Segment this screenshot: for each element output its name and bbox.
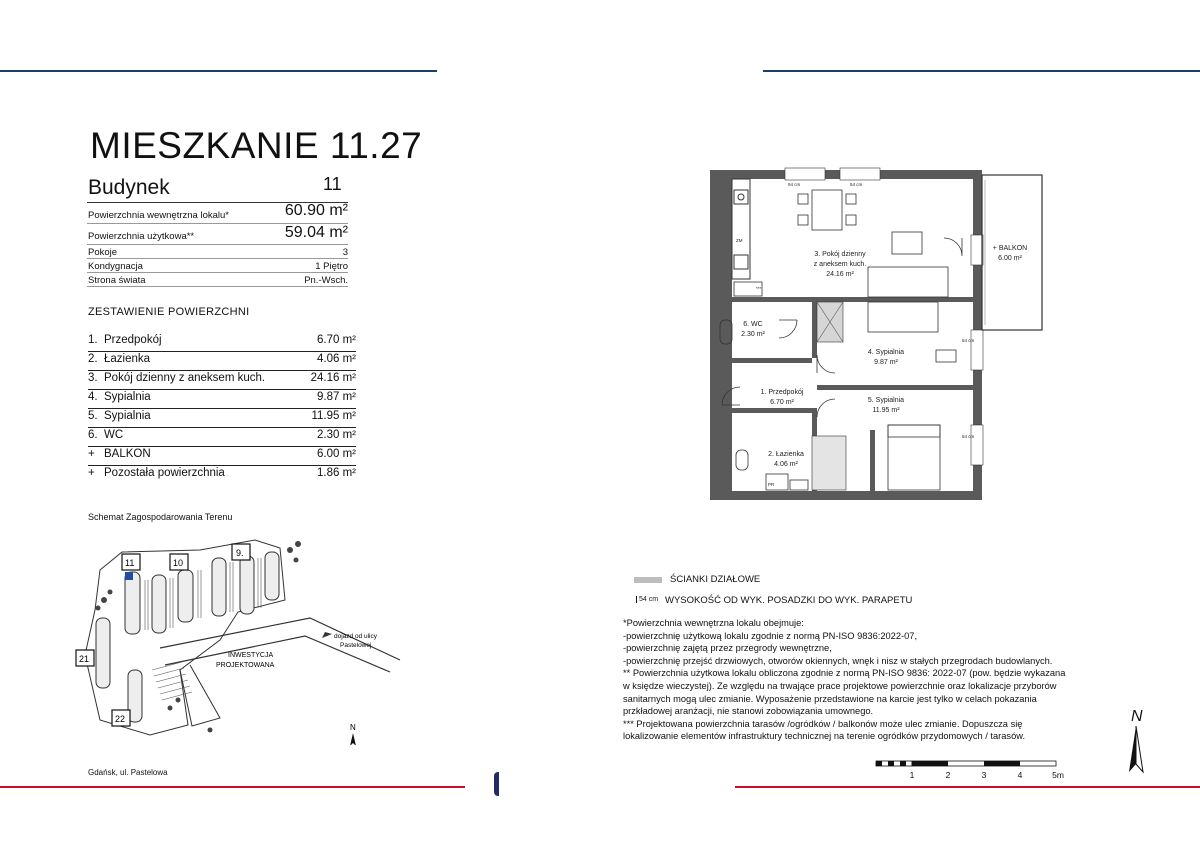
- north-arrow-icon: [1126, 726, 1146, 774]
- spec-divider: [87, 286, 348, 287]
- spec-label-orientation: Strona świata: [88, 275, 146, 286]
- partition-legend: ŚCIANKI DZIAŁOWE: [670, 574, 761, 585]
- building-22-label: 22: [115, 714, 126, 724]
- building-11-label: 11: [125, 558, 135, 568]
- building-9-label: 9.: [236, 548, 244, 558]
- room-divider: [88, 465, 356, 466]
- building-value: 11: [323, 174, 342, 194]
- top-rule-left: [0, 70, 437, 72]
- room-area: 6.70 m²: [317, 334, 356, 346]
- room-name: Pokój dzienny z aneksem kuch.: [104, 372, 266, 384]
- site-north-label: N: [350, 723, 356, 732]
- room-name: WC: [104, 429, 124, 441]
- room-divider: [88, 389, 356, 390]
- note-line: -powierzchnię zajętą przez przegrody wewnętrzne,: [623, 643, 832, 654]
- spec-label-internal-area: Powierzchnia wewnętrzna lokalu*: [88, 210, 229, 221]
- balcony-area: 6.00 m²: [998, 255, 1022, 262]
- room-area: 11.95 m²: [311, 410, 356, 422]
- scale-bar: [872, 757, 1072, 783]
- top-rule-right: [763, 70, 1200, 72]
- room-row: [88, 410, 356, 428]
- sill-tag-1: 94 cm: [788, 182, 801, 187]
- floor-plan: [700, 160, 1060, 510]
- room-name: Pozostała powierzchnia: [104, 467, 225, 479]
- room-num: 1.: [88, 334, 98, 346]
- vent-tag: ***: [756, 286, 762, 291]
- room-row: [88, 467, 356, 485]
- room-row: [88, 353, 356, 371]
- spec-value-rooms: 3: [342, 247, 348, 258]
- sill-tag-r1: 54 cm: [962, 338, 975, 343]
- hall-area: 6.70 m²: [770, 399, 794, 406]
- room-num: 2.: [88, 353, 98, 365]
- bedroom4-area: 9.87 m²: [874, 359, 898, 366]
- bedroom5-label: 5. Sypialnia: [867, 397, 905, 404]
- bathroom-area: 4.06 m²: [774, 461, 798, 468]
- room-num: 4.: [88, 391, 98, 403]
- living-room-label-2: z aneksem kuch.: [813, 261, 867, 268]
- note-line: przkładowej aranżacji, nie stanowi zobowiązania umownego.: [623, 706, 874, 717]
- spec-label-usable-area: Powierzchnia użytkowa**: [88, 231, 195, 242]
- spec-value-floor: 1 Piętro: [315, 261, 348, 272]
- room-row: [88, 429, 356, 447]
- note-line: w księdze wieczystej). Ze względu na trwające prace projektowe powierzchnie oraz lokalizacje przyborów: [623, 680, 1057, 691]
- note-line: -powierzchnię przejść drzwiowych, otworów okiennych, wnęk i nisz w stałych przegrodach budowlanych.: [623, 655, 1053, 666]
- wc-area: 2.30 m²: [741, 331, 765, 338]
- note-line: ** Powierzchnia użytkowa lokalu obliczona zgodnie z normą PN-ISO 9836: 2022-07 (pow. będzie wykazana: [623, 668, 1066, 679]
- site-plan-title: Schemat Zagospodarowania Terenu: [88, 512, 233, 522]
- building-21-label: 21: [79, 654, 90, 664]
- page-title: MIESZKANIE 11.27: [90, 125, 423, 166]
- room-name: Sypialnia: [104, 391, 151, 403]
- room-divider: [88, 408, 356, 409]
- spec-divider: [87, 272, 348, 273]
- sill-legend-text: WYSOKOŚĆ OD WYK. POSADZKI DO WYK. PARAPETU: [665, 595, 913, 606]
- wc-label: 6. WC: [743, 321, 763, 328]
- room-num: 3.: [88, 372, 98, 384]
- room-row: [88, 448, 356, 466]
- notes: [623, 617, 1148, 743]
- balcony-label: + BALKON: [992, 245, 1028, 252]
- spec-value-usable-area: 59.04 m²: [284, 224, 348, 241]
- bedroom4-label: 4. Sypialnia: [867, 349, 905, 356]
- room-area: 2.30 m²: [317, 429, 356, 441]
- pr-tag: PR: [768, 482, 775, 487]
- spec-divider: [87, 258, 348, 259]
- spec-value-orientation: Pn.-Wsch.: [304, 275, 348, 286]
- scale-tick: 1: [909, 770, 915, 780]
- room-num: 5.: [88, 410, 98, 422]
- note-line: lokalizowanie elementów infrastruktury technicznej na terenie ogródków przydomowych / tarasów.: [623, 731, 1026, 742]
- center-mark: [494, 772, 499, 796]
- note-line: *Powierzchnia wewnętrzna lokalu obejmuje:: [623, 618, 804, 628]
- hall-label: 1. Przedpokój: [760, 389, 804, 396]
- sill-legend-tag: 54 cm: [636, 596, 658, 603]
- room-row: [88, 372, 356, 390]
- spec-label-floor: Kondygnacja: [88, 261, 143, 272]
- room-row: [88, 334, 356, 352]
- room-num: +: [88, 467, 95, 479]
- room-num: 6.: [88, 429, 98, 441]
- scale-tick: 2: [945, 770, 951, 780]
- zm-tag: ZM: [736, 238, 743, 243]
- room-divider: [88, 446, 356, 447]
- bottom-rule-left: [0, 786, 465, 788]
- north-label: N: [1131, 708, 1143, 725]
- building-10-label: 10: [173, 558, 184, 568]
- spec-divider: [87, 244, 348, 245]
- location-label: Gdańsk, ul. Pastelowa: [88, 768, 168, 777]
- room-area: 9.87 m²: [317, 391, 356, 403]
- sill-tag-2: 54 cm: [850, 182, 863, 187]
- sill-tag-r2: 54 cm: [962, 434, 975, 439]
- scale-tick: 5m: [1052, 770, 1064, 780]
- spec-label-rooms: Pokoje: [88, 247, 118, 258]
- note-line: sanitarnych mogą ulec zmianie. Wyposażenie przedstawione na karcie jest tylko w celach pokazania: [623, 693, 1037, 704]
- room-area: 24.16 m²: [310, 372, 356, 384]
- room-area: 6.00 m²: [317, 448, 356, 460]
- room-name: BALKON: [104, 448, 151, 460]
- road-label-line1: INWESTYCJA: [228, 652, 274, 659]
- room-name: Przedpokój: [104, 334, 162, 346]
- living-room-label: 3. Pokój dzienny: [814, 251, 866, 258]
- bathroom-label: 2. Łazienka: [768, 451, 804, 458]
- room-divider: [88, 351, 356, 352]
- scale-tick: 4: [1017, 770, 1023, 780]
- room-name: Sypialnia: [104, 410, 151, 422]
- room-name: Łazienka: [104, 353, 151, 365]
- road-label-line2: PROJEKTOWANA: [216, 662, 275, 669]
- note-line: *** Projektowana powierzchnia tarasów /ogródków / balkonów może ulec zmianie. Dopuszcza się: [623, 718, 1023, 729]
- partition-swatch: [634, 577, 662, 583]
- site-plan: [70, 530, 410, 745]
- room-divider: [88, 427, 356, 428]
- room-num: +: [88, 448, 95, 460]
- access-label-line1: dojazd od ulicy: [334, 633, 377, 640]
- living-room-area: 24.16 m²: [826, 271, 854, 278]
- room-divider: [88, 370, 356, 371]
- building-label: Budynek: [88, 176, 170, 199]
- access-label-line2: Pastelowej: [340, 642, 372, 649]
- room-row: [88, 391, 356, 409]
- spec-value-internal-area: 60.90 m²: [284, 202, 348, 219]
- scale-tick: 3: [981, 770, 987, 780]
- room-area: 1.86 m²: [317, 467, 356, 479]
- bottom-rule-right: [735, 786, 1200, 788]
- room-area: 4.06 m²: [317, 353, 356, 365]
- rooms-section-title: ZESTAWIENIE POWIERZCHNI: [88, 306, 250, 318]
- bedroom5-area: 11.95 m²: [872, 407, 900, 414]
- note-line: -powierzchnię użytkową lokalu zgodnie z normą PN-ISO 9836:2022-07,: [623, 630, 918, 641]
